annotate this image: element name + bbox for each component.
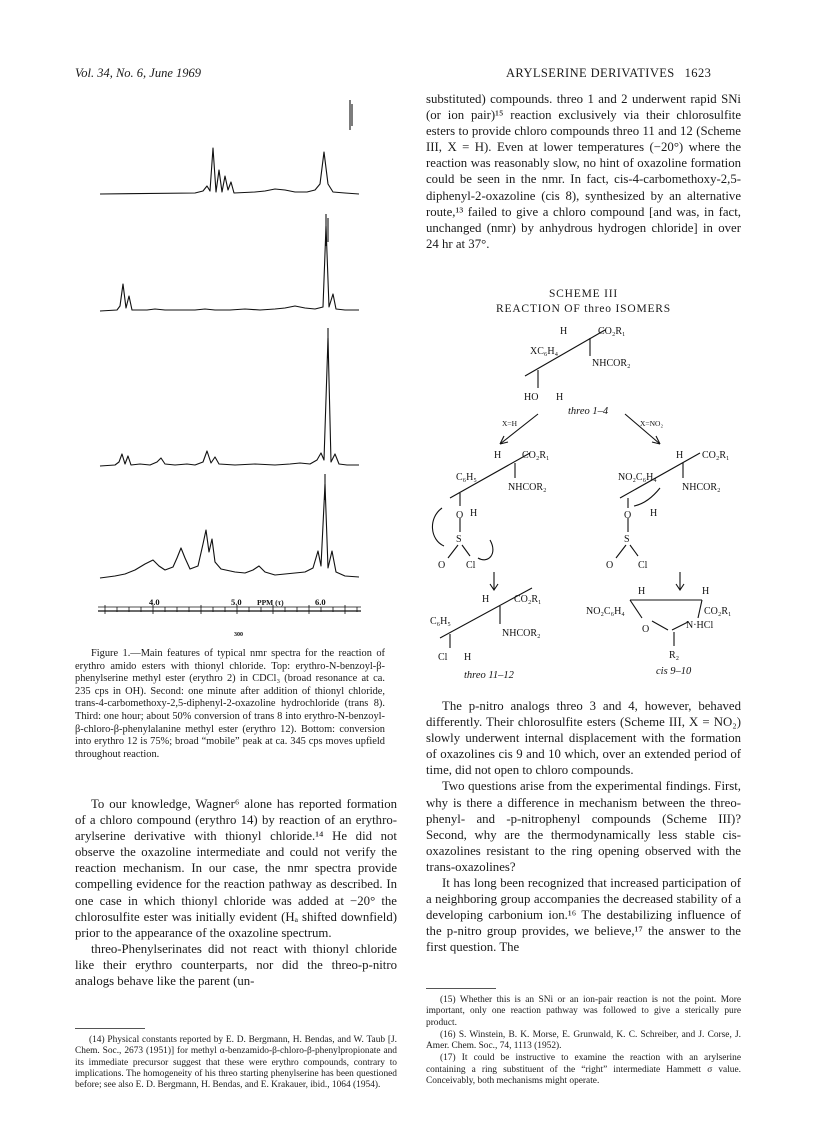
svg-text:CO₂R₁: CO₂R₁ (522, 450, 550, 461)
scheme-subheading: REACTION OF threo ISOMERS (496, 303, 671, 315)
paragraph: To our knowledge, Wagner⁶ alone has reported formation of a chloro compound (erythro 14) by reaction of an erythro-arylserine derivative with thionyl chloride.¹⁴ He did not observe the oxazoline intermediate and could not verify the reaction mechanism. In our case, the nmr spectra provide compelling evidence for the reaction pathway as described. In one case in which thionyl chloride was added at −20° the chlorosulfite ester was initially evident (Hₐ shifted downfield) prior to the appearance of the oxazoline spectrum. (75, 797, 397, 940)
scheme-top-ho: HO (524, 392, 539, 403)
footnote: (17) It could be instructive to examine the reaction with an arylserine containing a ring substituent of the “right” intermediate Hammett σ value. Conceivably, both mechanisms might operate. (426, 1053, 741, 1087)
svg-text:Cl: Cl (638, 560, 648, 571)
svg-text:O: O (606, 560, 614, 571)
svg-text:C₆H₅: C₆H₅ (430, 616, 451, 627)
paragraph: substituted) compounds. threo 1 and 2 underwent rapid SNi (or ion pair)¹⁵ reaction exclusively via their chlorosulfite esters to provide chloro compounds threo 11 and 12 (Scheme III, X = H). Even at lower temperatures (−20°) where the reaction was reasonably slow, no hint of oxazoline formation could be seen in the nmr. In fact, cis-4-carbomethoxy-2,5-diphenyl-2-oxazoline (cis 8), synthesized by an alternative route,¹³ failed to give a chloro compound [and was, in fact, unchanged (nmr) by anhydrous hydrogen chloride] in over 24 hr at 37°. (426, 92, 741, 251)
axis-label-5: 5.0 (231, 597, 242, 607)
footnote-rule (75, 1028, 145, 1029)
nmr-spectra-figure (95, 96, 365, 651)
footnote: (15) Whether this is an SNi or an ion-pair reaction is not the point. More important, only one reaction pathway was followed to give a sterically pure product. (426, 995, 741, 1028)
spectrum-trace-3 (100, 338, 359, 466)
svg-text:O: O (642, 624, 650, 635)
journal-volume: Vol. 34, No. 6, June 1969 (75, 66, 202, 80)
footnote: (16) S. Winstein, B. K. Morse, E. Grunwald, K. C. Schreiber, and J. Corse, J. Amer. Chem. Soc., 74, 1113 (1952). (426, 1029, 741, 1052)
right-column-body-top (426, 91, 741, 252)
spectrum-trace-1 (100, 148, 359, 194)
svg-text:NHCOR₂: NHCOR₂ (508, 482, 547, 493)
figure-caption: Figure 1.—Main features of typical nmr spectra for the reaction of erythro amido esters with thionyl chloride. Top: erythro-N-benzoyl-β-phenylserine methyl ester (erythro 2) in CDCl₃ (broad resonance at ca. 235 cps in OH). Second: one minute after addition of thionyl chloride, trans-4-carbomethoxy-2,5-diphenyl-2-oxazoline hydrochloride (trans 8). Third: one hour; about 50% conversion of trans 8 into erythro-N-benzoyl-β-chloro-β-phenylalanine methyl ester (erythro 12). Bottom: conversion into erythro 12 is 75%; broad “mobile” peak at ca. 345 cps moves upfield throughout reaction. (75, 648, 385, 760)
scheme-iii-diagram (420, 318, 750, 688)
svg-text:CO₂R₁: CO₂R₁ (704, 606, 732, 617)
svg-text:H: H (494, 450, 502, 461)
spectrum-trace-4 (100, 484, 359, 578)
scheme-top-nhcor: NHCOR₂ (592, 358, 631, 369)
svg-text:R₂: R₂ (669, 650, 680, 661)
svg-text:H: H (464, 652, 472, 663)
svg-text:NO₂C₆H₄: NO₂C₆H₄ (586, 606, 625, 617)
svg-text:C₆H₅: C₆H₅ (456, 472, 477, 483)
svg-text:H: H (650, 508, 658, 519)
scheme-heading: SCHEME III (548, 288, 618, 300)
left-column-body (75, 796, 397, 989)
left-footnotes (75, 1035, 397, 1092)
svg-text:CO₂R₁: CO₂R₁ (702, 450, 730, 461)
right-footnotes (426, 995, 741, 1088)
svg-text:CO₂R₁: CO₂R₁ (514, 594, 542, 605)
running-head (506, 66, 711, 81)
svg-text:NHCOR₂: NHCOR₂ (682, 482, 721, 493)
paragraph: It has long been recognized that increased participation of a neighboring group accompanies the decreased stability of a developing carbonium ion.¹⁶ The destabilizing influence of the p-nitro group provides, we believe,¹⁷ the answer to the first question. The (426, 876, 741, 955)
svg-text:N·HCl: N·HCl (686, 620, 714, 631)
axis-label-ppm: PPM (τ) (257, 598, 284, 607)
paragraph: Two questions arise from the experimental findings. First, why is there a difference in mechanism between the threo-phenyl- and -p-nitrophenyl compounds (Scheme III)? Second, why are the thermodynamically less stable cis-oxazolines resistant to the ring opening observed with the trans-oxazolines? (426, 779, 741, 874)
svg-text:H: H (702, 586, 710, 597)
svg-text:H: H (470, 508, 478, 519)
running-title: ARYLSERINE DERIVATIVES (506, 66, 675, 80)
spectrum-trace-2 (100, 226, 359, 311)
scheme-top-xc6h4: XC₆H₄ (530, 346, 559, 357)
svg-text:S: S (624, 534, 630, 545)
scheme-bottom-left-label: threo 11–12 (464, 670, 514, 681)
axis-sub-label: 300 (234, 632, 243, 638)
arrow-right-label: X=NO₂ (640, 419, 664, 428)
svg-text:O: O (438, 560, 446, 571)
scheme-top-h2: H (556, 392, 564, 403)
footnote: (14) Physical constants reported by E. D. Bergmann, H. Bendas, and W. Taub [J. Chem. Soc., 2673 (1951)] for methyl α-benzamido-β-chloro-β-phenylpropionate and its immediate precursor suggest that these were erythro compounds, contrary to implications. The homogeneity of his threo starting phenylserine has been questioned before; see also E. D. Bergmann, H. Bendas, and E. Krakauer, ibid., 1064 (1954). (75, 1035, 397, 1091)
axis-label-4: 4.0 (149, 597, 160, 607)
axis-label-6: 6.0 (315, 597, 326, 607)
scheme-top-h: H (560, 326, 568, 337)
paragraph: threo-Phenylserinates did not react with thionyl chloride like their erythro counterparts, nor did the threo-p-nitro analogs behave like the parent (un- (75, 941, 397, 989)
scheme-bottom-right-label: cis 9–10 (656, 666, 692, 677)
scheme-title (426, 287, 741, 317)
svg-text:H: H (676, 450, 684, 461)
svg-text:S: S (456, 534, 462, 545)
right-column-body-bottom (426, 698, 741, 956)
svg-text:NO₂C₆H₄: NO₂C₆H₄ (618, 472, 657, 483)
svg-text:O: O (456, 510, 464, 521)
arrow-left-label: X=H (502, 419, 518, 428)
svg-text:H: H (638, 586, 646, 597)
svg-text:H: H (482, 594, 490, 605)
svg-text:NHCOR₂: NHCOR₂ (502, 628, 541, 639)
svg-text:Cl: Cl (466, 560, 476, 571)
scheme-top-label: threo 1–4 (568, 406, 609, 417)
paragraph: The p-nitro analogs threo 3 and 4, however, behaved differently. Their chlorosulfite esters (Scheme III, X = NO₂) slowly underwent internal displacement with the formation of oxazolines cis 9 and 10 which, over an extended period of time, did not open to chloro compounds. (426, 699, 741, 778)
svg-text:O: O (624, 510, 632, 521)
page-number: 1623 (684, 66, 712, 80)
scheme-top-co2r: CO₂R₁ (598, 326, 626, 337)
svg-text:Cl: Cl (438, 652, 448, 663)
footnote-rule (426, 988, 496, 989)
